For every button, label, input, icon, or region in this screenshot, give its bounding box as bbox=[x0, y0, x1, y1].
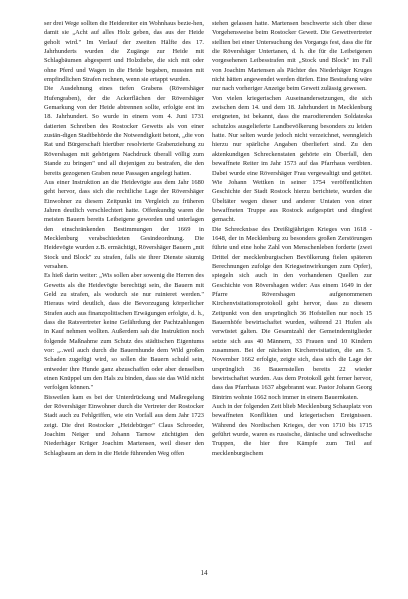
paragraph: Auch in der folgenden Zeit blieb Mecklenburg Schauplatz von bewaffneten Konflikten und kriegerischen Ereignissen. Während des Nordischen Krieges, der von 1710 bis 1715 geführt wurde, waren es russische, dänische und schwedische Truppen, die hier ihre Kämpfe zum Teil auf mecklenburgischem bbox=[212, 403, 372, 457]
paragraph: Die Ausdehnung eines tiefen Grabens (Rövershäger Hufengraben), der die Ackerflächen der Rövershäger Gemarkung von der Heide abtrennen sollte, erfolgte erst im 18. Jahrhundert. So wurde in einem vom 4. Juni 1731 datierten Schreiben des Rostocker Gewetts als von einer zustän-digen Stadtbehörde die Notwendigkeit betont, „die von Rat und Bürgerschaft hierüber resolvierte Grabenziehung zu Rövershagen mit gehörigem Nachdruck überall völlig zum Stande zu bringen" und all diejenigen zu bestrafen, die den bereits gezogenen Graben neue Passagen angelegt hatten. bbox=[44, 85, 204, 177]
paragraph: Die Schrecknisse des Dreißigjährigen Krieges von 1618 - 1648, der in Mecklenburg zu besonders großen Zerstörungen führte und eine hohe Zahl von Menschenleben forderte (zwei Drittel der mecklenburgischen Bevölkerung fielen späteren Berechnungen zufolge den Kriegseinwirkungen zum Opfer), spiegeln sich auch in den vorhandenen Quellen zur Geschichte von Rövershagen wider: Aus einem 1649 in der Pfarre Rövershagen aufgenommenen Kirchenvisitationsprotokoll geht hervor, dass zu diesem Zeitpunkt von den ursprünglich 36 Hofstellen nur noch 15 Bauernhöfe bewirtschaftet wurden, während 21 Hufen als verwüstet galten. Die Gesamtzahl der Gemeindemitglieder setzte sich aus 40 Männern, 33 Frauen und 10 Kindern zusammen. Bei der nächsten Kirchenvisitation, die am 5. November 1662 erfolgte, zeigte sich, dass sich die Lage der ursprünglich 36 Bauernstellen bereits 22 wieder bewirtschaftet wurden. Aus dem Protokoll geht ferner hervor, dass das Pfarrhaus 1637 abgebrannt war. Pastor Johann Georg Bintrim wohnte 1662 noch immer in einem Bauernkaten. bbox=[212, 225, 372, 401]
right-column bbox=[212, 19, 372, 458]
paragraph: stehen gelassen hatte. Martensen beschwerte sich über diese Vorgehensweise beim Rostocker Gewett. Die Gewettvertreter stellten bei einer Untersuchung des Vorgangs fest, dass die für die Rövershäger Untertanen, d. h. die für die Leibeigenen vorgesehenen Leibesstrafen mit „Stock und Block" im Fall von Joachim Martensen als Pächter des Niederhäger Kruges nicht hätten angewendet werden dürfen. Eine Bestrafung wäre nur nach vorheriger Anzeige beim Gewett zulässig gewesen. bbox=[212, 20, 372, 93]
page-number: 14 bbox=[200, 569, 208, 577]
paragraph: Von vielen kriegerischen Auseinandersetzungen, die sich zwischen dem 14. und dem 18. Jahrhundert in Mecklenburg ereigneten, ist bekannt, dass die marodierenden Soldateska schutzlos ausgelieferte Landbevölkerung besonders zu leiden hatte. Nur selten wurde jedoch nicht verzeichnet, wenngleich hierzu nur spärliche Angaben überliefert sind. Zu den aktenkundigen Schreckenstaten gehörte ein Überfall, den bewaffnete Reiter im Jahr 1573 auf das Pfarrhaus verübten. Dabei wurde eine Rövershäger Frau vergewaltigt und getötet. Wie Johann Wettken in seiner 1754 veröffentlichten Geschichte der Stadt Rostock hierzu berichtete, wurden die Übeltäter wegen dieser und anderer Untaten von einer bewaffneten Truppe aus Rostock aufgespürt und dingfest gemacht. bbox=[212, 94, 372, 224]
paragraph: ser drei Wege sollten die Heidereiter ein Wohnhaus bezie-hen, damit sie „Acht auf alles Holz geben, das aus der Heide geholt wird." Im Verlauf der zweiten Hälfte des 17. Jahrhunderts wurden die Zugänge zur Heide mit Schlagbäumen abgesperrt und Holzdiebe, die sich mit oder ohne Pferd und Wagen in die Heide begaben, mussten mit empfindlichen Strafen rechnen, wenn sie ertappt wurden. bbox=[44, 20, 204, 84]
paragraph: Bisweilen kam es bei der Unterdrückung und Maßregelung der Rövershäger Einwohner durch die Vertreter der Rostocker Stadt auch zu Fehlgriffen, wie ein Vorfall aus dem Jahr 1723 zeigt. Die drei Rostocker „Heidebürger" Claus Schroeder, Joachim Neiger und Johann Tarnow züchtigten den Niederhäger Krüger Joachim Martensen, weil dieser den Schlagbaum an dem in die Heide führenden Weg offen bbox=[44, 393, 204, 457]
left-column bbox=[44, 19, 204, 458]
paragraph: Es hieß darin weiter: „Wis sollen aber sowenig die Herren des Gewetts als die Heidevögte berechtigt sein, die Bauern mit Geld zu strafen, als wodurch sie nur ruinieret werden." Hieraus wird deutlich, dass die Bevorzugung körperlicher Strafen auch aus finanzpolitischen Erwägungen erfolgte, d. h., dass die Ratsvertreter keine Gefährdung der Pachtzahlungen in Kauf nehmen wollten. Außerdem sah die Instruktion noch folgende Maßnahme zum Schutz des städtischen Eigentums vor: „..weil auch durch die Bauernhunde dem Wild großen Schaden zugefügt wird, so sollen die Bauern schuld sein, entweder ihre Hunde ganz abzuschaffen oder aber denselben einen Knüppel um den Hals zu binden, dass sie das Wild nicht verfolgen können." bbox=[44, 272, 204, 392]
text-columns bbox=[44, 19, 372, 458]
paragraph: Aus einer Instruktion an die Heidevögte aus dem Jahr 1680 geht hervor, dass sich die rechtliche Lage der Rövershäger Einwohner zu diesem Zeitpunkt im Vergleich zu früheren Jahren deutlich verschlechtert hatte. Offenkundig waren die meisten Bauern bereits Leibeigene geworden und unterlagen den einschränkenden Bestimmungen der 1669 in Mecklenburg verabschiedeten Gesindeordnung. Die Heidevögte wurden z.B. ermächtigt, Rövershäger Bauern „mit Stock und Block" zu strafen, falls sie ihrer Dienste säumig versahen. bbox=[44, 178, 204, 270]
